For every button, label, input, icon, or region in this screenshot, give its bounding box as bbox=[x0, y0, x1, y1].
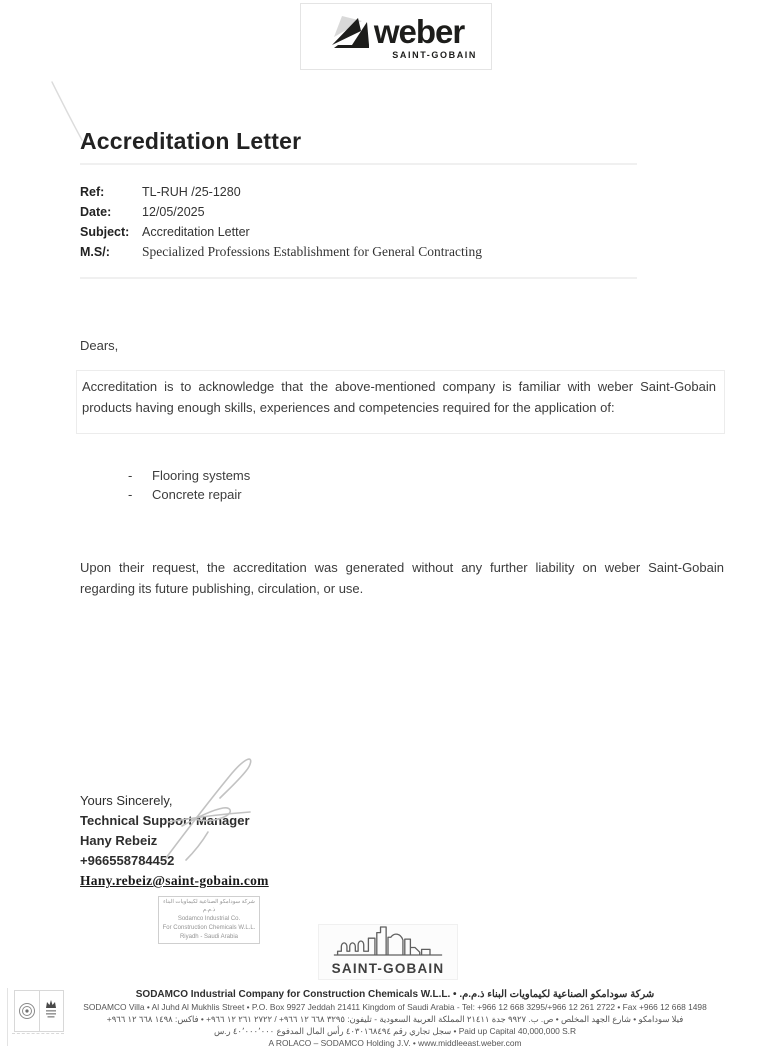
list-item-label: Concrete repair bbox=[152, 487, 242, 502]
salutation: Dears, bbox=[80, 338, 119, 353]
bullet-dash: - bbox=[128, 487, 133, 502]
saint-gobain-logo bbox=[318, 924, 458, 980]
signer-role: Technical Support Manager bbox=[80, 813, 250, 828]
footer-capital-en: • Paid up Capital 40,000,000 S.R bbox=[453, 1026, 577, 1036]
footer bbox=[70, 988, 720, 1049]
saint-gobain-skyline-icon bbox=[332, 925, 444, 962]
signer-name: Hany Rebeiz bbox=[80, 833, 158, 848]
circular-seal-icon bbox=[15, 991, 39, 1031]
list-item bbox=[128, 466, 250, 485]
ms-label: M.S/: bbox=[80, 245, 110, 259]
ref-label: Ref: bbox=[80, 185, 105, 199]
footer-separator: • bbox=[453, 989, 457, 1000]
stamp-line1: Sodamco Industrial Co. bbox=[177, 915, 241, 922]
footer-company-line bbox=[70, 988, 720, 1001]
weber-wordmark: weber bbox=[373, 12, 465, 50]
bullet-dash: - bbox=[128, 468, 133, 483]
subject-label: Subject: bbox=[80, 225, 130, 239]
meta-row-subject bbox=[80, 222, 640, 242]
weber-logo-box bbox=[300, 3, 492, 70]
footer-holding-line: A ROLACO – SODAMCO Holding J.V. • www.middleeast.weber.com bbox=[268, 1038, 522, 1048]
meta-row-ref bbox=[80, 182, 640, 202]
stamp-line2: For Construction Chemicals W.L.L. bbox=[162, 924, 256, 931]
subject-value: Accreditation Letter bbox=[142, 225, 250, 239]
date-value: 12/05/2025 bbox=[142, 205, 205, 219]
company-stamp bbox=[158, 896, 260, 944]
weber-saint-gobain-label: SAINT-GOBAIN bbox=[392, 50, 477, 60]
footer-capital-ar: سجل تجاري رقم ٤٠٣٠١٦٨٤٩٤ رأس المال المدفوع ٤٠٬٠٠٠٬٠٠٠ ر.س bbox=[213, 1026, 452, 1036]
signer-phone: +966558784452 bbox=[80, 853, 175, 868]
signature-scribble bbox=[150, 756, 280, 868]
certification-badges bbox=[14, 990, 64, 1032]
footer-address-en: SODAMCO Villa • Al Juhd Al Mukhlis Street • P.O. Box 9927 Jeddah 21411 Kingdom of Saudi Arabia - Tel: +966 12 668 3295/+966 12 261 2722 • Fax +966 12 668 1498 bbox=[83, 1002, 707, 1012]
title-divider bbox=[80, 163, 637, 165]
list-item bbox=[128, 485, 250, 504]
scan-edge-line bbox=[7, 988, 8, 1046]
page-title: Accreditation Letter bbox=[80, 128, 302, 154]
footer-capital-line bbox=[70, 1025, 720, 1037]
footer-company-ar: شركة سودامكو الصناعية لكيماويات البناء ذ.م.م. bbox=[459, 989, 655, 1000]
stamp-line3: Riyadh - Saudi Arabia bbox=[179, 934, 239, 941]
yours-sincerely: Yours Sincerely, bbox=[80, 793, 173, 808]
date-label: Date: bbox=[80, 205, 112, 219]
ms-value: Specialized Professions Establishment for General Contracting bbox=[142, 244, 483, 259]
letter-meta bbox=[80, 182, 640, 262]
crown-badge-icon bbox=[40, 991, 64, 1031]
ref-value: TL-RUH /25-1280 bbox=[142, 185, 241, 199]
footer-company-en: SODAMCO Industrial Company for Construction Chemicals W.L.L. bbox=[135, 989, 451, 1000]
application-list bbox=[128, 466, 250, 504]
saint-gobain-label: SAINT-GOBAIN bbox=[331, 961, 445, 977]
badge-caption-line bbox=[12, 1033, 64, 1034]
meta-divider bbox=[80, 277, 637, 279]
weber-triangle-icon bbox=[328, 13, 372, 49]
meta-row-ms bbox=[80, 242, 640, 262]
stamp-arabic: شركة سودامكو الصناعية لكيماويات البناء ذ.م.م bbox=[163, 898, 255, 914]
body-paragraph-1: Accreditation is to acknowledge that the above-mentioned company is familiar with weber Saint-Gobain products having enough skills, experiences and competencies required for the application of: bbox=[76, 370, 725, 434]
signer-email-link[interactable]: Hany.rebeiz@saint-gobain.com bbox=[80, 873, 269, 888]
list-item-label: Flooring systems bbox=[152, 468, 251, 483]
meta-row-date bbox=[80, 202, 640, 222]
body-paragraph-2: Upon their request, the accreditation was generated without any further liability on weber Saint-Gobain regarding its future publishing, circulation, or use. bbox=[80, 560, 724, 596]
footer-address-ar: فيلا سودامكو • شارع الجهد المخلص • ص. ب. ٩٩٢٧ جدة ٢١٤١١ المملكة العربية السعودية - تليفون: ٣٢٩٥ ٦٦٨ ١٢ ٩٦٦+ / ٢٧٢٢ ٢٦١ ١٢ ٩٦٦+ • فاكس: ١٤٩٨ ٦٦٨ ١٢ ٩٦٦+ bbox=[106, 1014, 684, 1024]
